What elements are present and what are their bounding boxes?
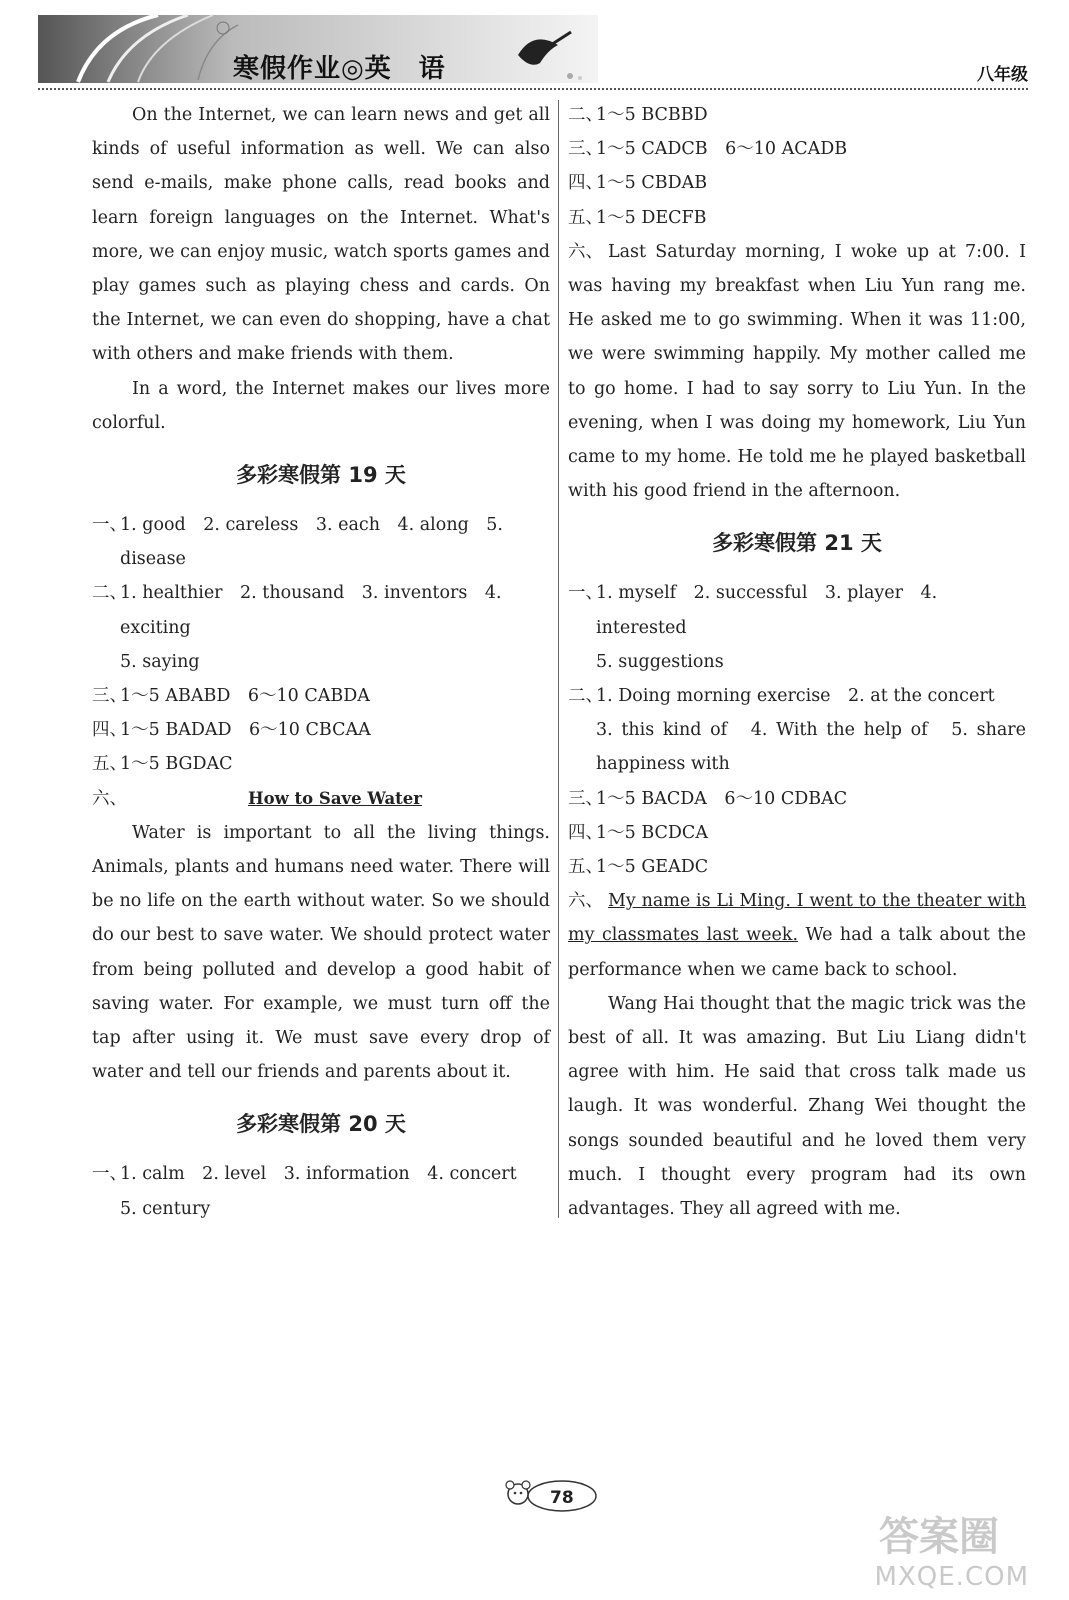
section-label: 六、 <box>568 241 603 262</box>
section-label: 五、 <box>92 754 127 775</box>
section-label: 三、 <box>568 139 603 160</box>
answer-row <box>568 884 1026 987</box>
page-header <box>38 10 1028 95</box>
answer-row <box>568 132 1026 166</box>
day19-heading: 多彩寒假第 19 天 <box>236 463 406 488</box>
section-label: 四、 <box>568 822 603 843</box>
section-label: 五、 <box>568 857 603 878</box>
answer-row <box>568 816 1026 850</box>
section-label: 三、 <box>568 788 603 809</box>
answer-row <box>92 713 550 747</box>
section-label: 六、 <box>568 891 603 912</box>
answer-row <box>568 782 1026 816</box>
answer-text: 1～5 BADAD 6～10 CBCAA <box>120 720 371 741</box>
answer-row <box>568 166 1026 200</box>
essay-title: How to Save Water <box>248 788 422 808</box>
essay-underlined-text: My name is Li Ming. I went to the theater with my classmates last week. <box>568 891 1026 946</box>
section-label: 六、 <box>92 788 127 809</box>
section-label: 四、 <box>92 720 127 741</box>
answer-continuation: 5. suggestions <box>596 651 724 672</box>
page-number: 78 <box>550 1488 574 1508</box>
answer-row <box>568 235 1026 509</box>
column-divider <box>558 100 559 1218</box>
section-label: 一、 <box>92 1164 127 1185</box>
watermark-logo: 答案圈 <box>879 1514 999 1560</box>
answer-row <box>568 679 1026 713</box>
answer-text: 1～5 BCDCA <box>596 822 708 843</box>
section-label: 三、 <box>92 686 127 707</box>
answer-row <box>92 508 550 576</box>
watermark-url: MXQE.COM <box>874 1562 1029 1592</box>
section-label: 五、 <box>568 207 603 228</box>
header-title: 寒假作业◎英 语 <box>233 54 446 84</box>
answer-text: 1～5 ABABD 6～10 CABDA <box>120 686 370 707</box>
day21-heading: 多彩寒假第 21 天 <box>712 531 882 556</box>
answer-text: 1～5 GEADC <box>596 857 709 878</box>
answer-row <box>568 850 1026 884</box>
answer-row <box>92 1157 550 1191</box>
left-column <box>92 98 550 1226</box>
answer-row <box>92 679 550 713</box>
answer-row <box>568 201 1026 235</box>
section-label: 四、 <box>568 173 603 194</box>
header-divider <box>38 88 1028 90</box>
essay-paragraph-2: Wang Hai thought that the magic trick was the best of all. It was amazing. But Liu Liang didn't agree with him. He said that cross talk made us laugh. It was wonderful. Zhang Wei thought the songs sounded beautiful and he loved them very much. I thought every program had its own advantages. They all agreed with me. <box>568 993 1026 1220</box>
answer-text: 1～5 BGDAC <box>120 754 233 775</box>
section-label: 一、 <box>568 583 603 604</box>
section-label: 一、 <box>92 515 127 536</box>
answer-row <box>568 98 1026 132</box>
answer-text: 1. myself 2. successful 3. player 4. interested <box>596 583 938 638</box>
answer-text: 1. healthier 2. thousand 3. inventors 4. exciting <box>120 583 502 638</box>
essay-body: Water is important to all the living things. Animals, plants and humans need water. There will be no life on the earth without water. So we should do our best to save water. We should protect water from being polluted and develop a good habit of saving water. For example, we must turn off the tap after using it. We must save every drop of water and tell our friends and parents about it. <box>92 822 550 1083</box>
answer-text: 1～5 DECFB <box>596 207 707 228</box>
answer-row <box>568 576 1026 644</box>
essay-body: Last Saturday morning, I woke up at 7:00. I was having my breakfast when Liu Yun rang me. He asked me to go swimming. When it was 11:00, we were swimming happily. My mother called me to go home. I had to say sorry to Liu Yun. In the evening, when I was doing my homework, Liu Yun came to my home. He told me he played basketball with his good friend in the afternoon. <box>568 241 1026 502</box>
answer-text: 1～5 BCBBD <box>596 105 708 125</box>
section-label: 二、 <box>92 583 127 604</box>
answer-continuation: 5. century <box>120 1198 211 1219</box>
answer-row <box>92 576 550 644</box>
answer-row <box>92 782 550 816</box>
answer-text: 1～5 BACDA 6～10 CDBAC <box>596 788 848 809</box>
answer-text: 1. calm 2. level 3. information 4. concert <box>120 1164 517 1185</box>
answer-text: 1. Doing morning exercise 2. at the concert <box>596 686 995 707</box>
header-grade: 八年级 <box>977 65 1028 85</box>
answer-continuation: 5. saying <box>120 651 200 672</box>
answer-continuation: 3. this kind of 4. With the help of 5. share happiness with <box>596 720 1026 775</box>
intro-paragraph-2: In a word, the Internet makes our lives more colorful. <box>92 378 550 433</box>
answer-text: 1～5 CADCB 6～10 ACADB <box>596 139 848 160</box>
essay-text: We had a talk about the performance when we came back to school. <box>568 925 1026 980</box>
section-label: 二、 <box>568 686 603 707</box>
essay-body <box>568 884 1026 987</box>
answer-row <box>92 747 550 781</box>
right-column <box>568 98 1026 1226</box>
answer-text: 1. good 2. careless 3. each 4. along 5. disease <box>120 515 503 570</box>
section-label: 二、 <box>568 105 603 125</box>
intro-paragraph-1: On the Internet, we can learn news and get all kinds of useful information as well. We can also send e-mails, make phone calls, read books and learn foreign languages on the Internet. What's more, we can enjoy music, watch sports games and play games such as playing chess and cards. On the Internet, we can even do shopping, have a chat with others and make friends with them. <box>92 105 550 365</box>
day20-heading: 多彩寒假第 20 天 <box>236 1112 406 1137</box>
answer-text: 1～5 CBDAB <box>596 173 708 194</box>
